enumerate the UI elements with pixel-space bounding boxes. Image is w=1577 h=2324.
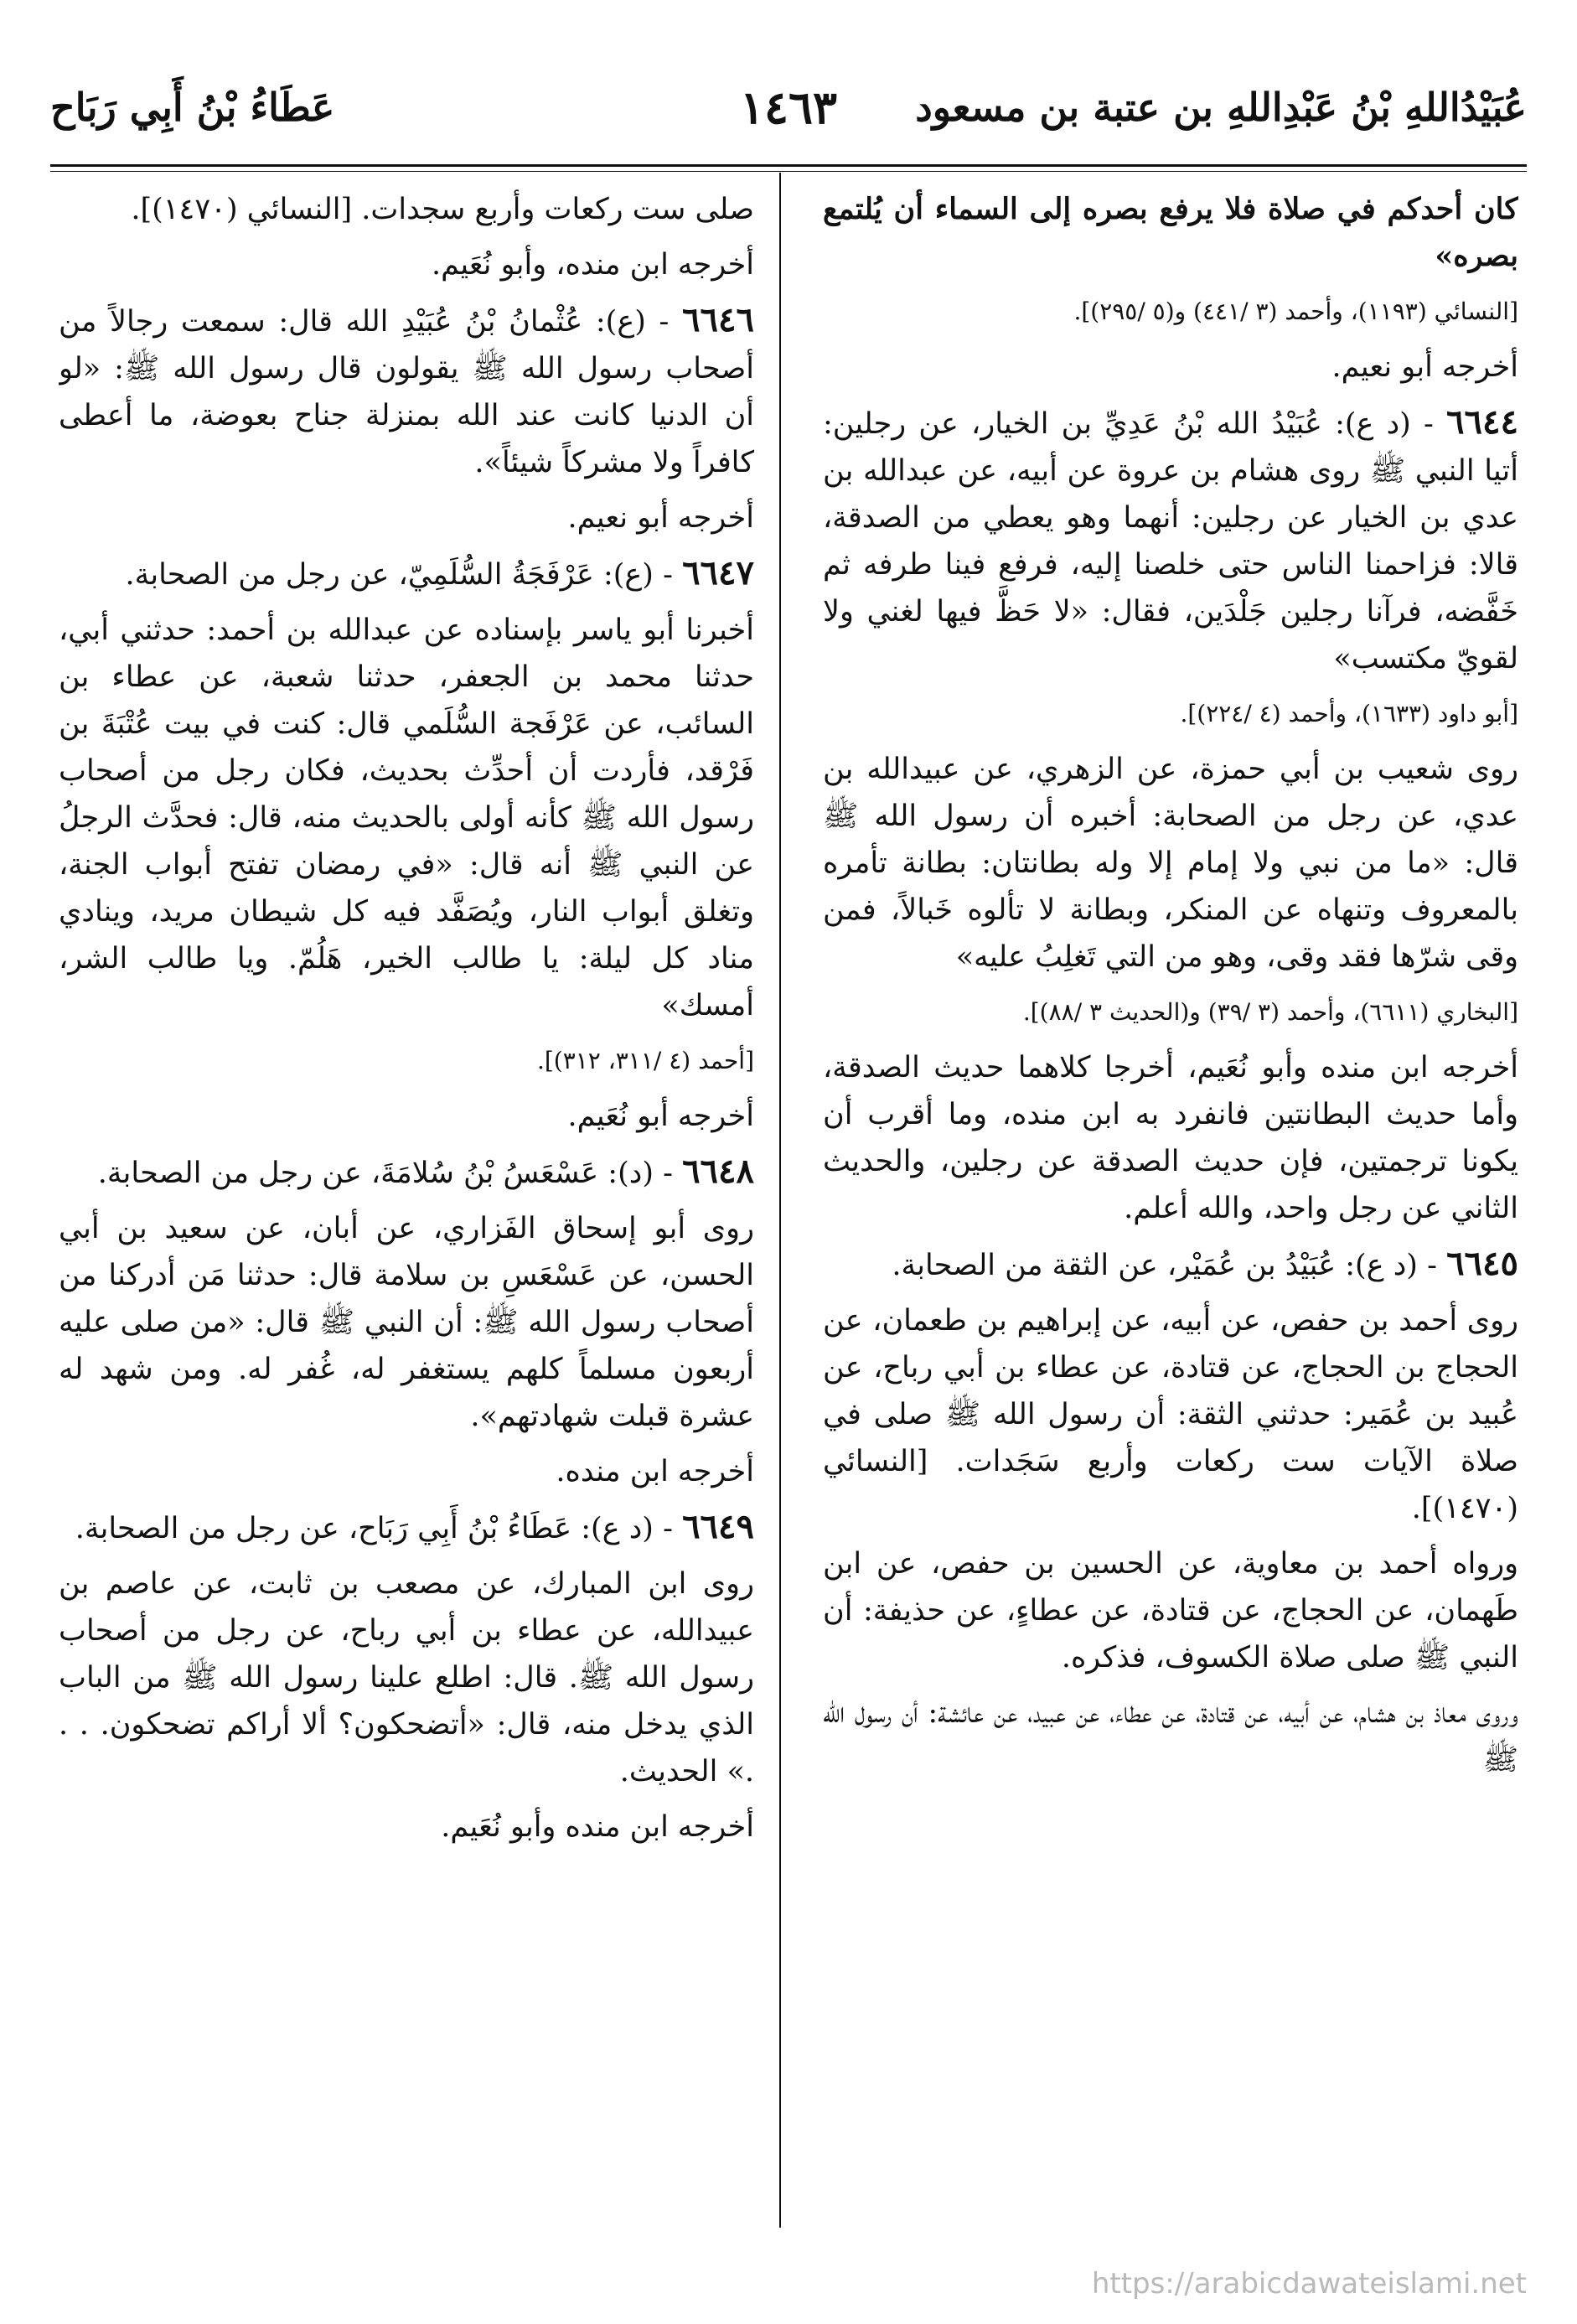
text-paragraph: أخبرنا أبو ياسر بإسناده عن عبدالله بن أحمد: حدثني أبي، حدثنا محمد بن الجعفر، حدثنا شعبة، عن عطاء بن السائب، عن عَرْفَجة السُّلَمي قال: كنت في بيت عُتْبَةَ بن فَرْقد، فأردت أن أحدِّث بحديث، فكان رجل من أصحاب رسول الله ﷺ كأنه أولى بالحديث منه، قال: فحدَّث الرجلُ عن النبي ﷺ أنه قال: «في رمضان تفتح أبواب الجنة، وتغلق أبواب النار، ويُصَفَّد فيه كل شيطان مريد، وينادي مناد كل ليلة: يا طالب الخير، هَلُمّ. ويا طالب الشر، أمسك» <box>59 613 754 1022</box>
text-paragraph: [أحمد (٤ /٣١١، ٣١٢)]. <box>536 1047 754 1074</box>
text-paragraph: أخرجه أبو نعيم. <box>1331 350 1518 384</box>
page-number: ١٤٦٣ <box>739 80 838 134</box>
text-paragraph: [البخاري (٦٦١١)، وأحمد (٣ /٣٩) و(الحديث ٣ /٨٨)]. <box>1022 998 1518 1026</box>
text-paragraph: روى أبو إسحاق الفَزاري، عن أبان، عن سعيد بن أبي الحسن، عن عَسْعَسِ بن سلامة قال: حدثنا مَن أدركنا من أصحاب رسول الله ﷺ: أن النبي ﷺ قال: «من صلى عليه أربعون مسلماً كلهم يستغفر له، غُفر له. ومن شهد له عشرة قبلت شهادتهم». <box>59 1212 754 1433</box>
header-rule-thin <box>50 171 1527 172</box>
text-paragraph: كان أحدكم في صلاة فلا يرفع بصره إلى السماء أن يُلتمع بصره» <box>823 192 1518 273</box>
entry-text: - (د ع): عَطَاءُ بْنُ أَبِي رَبَاح، عن رجل من الصحابة. <box>75 1512 673 1545</box>
entry-text: - (د ع): عُبَيْدُ بن عُمَيْر، عن الثقة من الصحابة. <box>892 1249 1437 1282</box>
text-paragraph: أخرجه أبو نعيم. <box>567 501 754 535</box>
text-paragraph: وروى معاذ بن هشام، عن أبيه، عن قتادة، عن عطاء، عن عبيد، عن عائشة: أن رسول الله ﷺ <box>823 1696 1518 1777</box>
text-paragraph: أخرجه ابن منده وأبو نُعَيم. <box>441 1810 754 1844</box>
text-paragraph: روى شعيب بن أبي حمزة، عن الزهري، عن عبيدالله بن عدي، عن رجل من الصحابة: أخبره أن رسول الله ﷺ قال: «ما من نبي ولا إمام إلا وله بطانتان: بطانة تأمره بالمعروف وتنهاه عن المنكر، وبطانة لا تألوه خَبالاً، فمن وقى شرّها فقد وقى، وهو من التي تَغلِبُ عليه» <box>823 753 1518 974</box>
header-left-title: عَطَاءُ بْنُ أَبِي رَبَاح <box>50 85 335 130</box>
right-column <box>823 186 1518 2223</box>
entry-paragraph <box>59 1148 754 1197</box>
entry-text: - (ع): عَرْفَجَةُ السُّلَمِيّ، عن رجل من الصحابة. <box>125 558 673 592</box>
entry-paragraph <box>823 1240 1518 1289</box>
text-paragraph: [أبو داود (١٦٣٣)، وأحمد (٤ /٢٢٤)]. <box>1180 700 1518 727</box>
text-paragraph: أخرجه ابن منده. <box>556 1455 754 1488</box>
text-paragraph: روى ابن المبارك، عن مصعب بن ثابت، عن عاصم بن عبيدالله، عن عطاء بن أبي رباح، عن رجل من أصحاب رسول الله ﷺ. قال: اطلع علينا رسول الله ﷺ من الباب الذي يدخل منه، قال: «أتضحكون؟ ألا أراكم تضحكون. . . .» الحديث. <box>59 1567 754 1788</box>
column-divider <box>779 173 781 2228</box>
entry-paragraph <box>59 1504 754 1552</box>
entry-paragraph <box>59 297 754 486</box>
text-paragraph: أخرجه أبو نُعَيم. <box>567 1100 754 1133</box>
entry-number: ٦٦٤٦ <box>682 300 754 339</box>
watermark-url: https://arabicdawateislami.net <box>1091 2267 1527 2301</box>
text-paragraph: أخرجه ابن منده وأبو نُعَيم، أخرجا كلاهما حديث الصدقة، وأما حديث البطانتين فانفرد به ابن منده، وما أقرب أن يكونا ترجمتين، فإن حديث الصدقة عن رجلين، والحديث الثاني عن رجل واحد، والله أعلم. <box>823 1051 1518 1225</box>
text-paragraph: [النسائي (١١٩٣)، وأحمد (٣ /٤٤١) و(٥ /٢٩٥)]. <box>1073 298 1518 325</box>
page-header <box>50 65 1527 149</box>
text-paragraph: أخرجه ابن منده، وأبو نُعَيم. <box>431 248 754 282</box>
left-column <box>59 186 754 2223</box>
text-paragraph: روى أحمد بن حفص، عن أبيه، عن إبراهيم بن طعمان، عن الحجاج بن الحجاج، عن قتادة، عن عطاء بن أبي رباح، عن عُبيد بن عُمَير: حدثني الثقة: أن رسول الله ﷺ صلى في صلاة الآيات ست ركعات وأربع سَجَدات. [النسائي (١٤٧٠)]. <box>823 1304 1518 1525</box>
header-right-title: عُبَيْدُاللهِ بْنُ عَبْدِاللهِ بن عتبة بن مسعود <box>915 85 1527 130</box>
entry-text: - (د ع): عُبَيْدُ الله بْنُ عَدِيِّ بن الخيار، عن رجلين: أتيا النبي ﷺ روى هشام بن عروة عن أبيه، عن عبدالله بن عدي بن الخيار عن رجلين: أنهما وهو يعطي من الصدقة، قالا: فزاحمنا الناس حتى خلصنا إليه، فرفع فينا طرفه ثم خَفَّضه، فرآنا رجلين جَلْدَين، فقال: «لا حَظَّ فيها لغني ولا لقويّ مكتسب» <box>823 407 1518 675</box>
text-paragraph: ورواه أحمد بن معاوية، عن الحسين بن حفص، عن ابن طَهمان، عن الحجاج، عن قتادة، عن عطاءٍ، عن حذيفة: أن النبي ﷺ صلى صلاة الكسوف، فذكره. <box>823 1547 1518 1674</box>
entry-number: ٦٦٤٧ <box>682 553 754 593</box>
entry-text: - (ع): عُثْمانُ بْنُ عُبَيْدِ الله قال: سمعت رجالاً من أصحاب رسول الله ﷺ يقولون قال رسول الله ﷺ: «لو أن الدنيا كانت عند الله بمنزلة جناح بعوضة، ما أعطى كافراً ولا مشركاً شيئاً». <box>59 305 754 479</box>
entry-paragraph <box>59 550 754 598</box>
entry-number: ٦٦٤٤ <box>1446 402 1518 442</box>
entry-number: ٦٦٤٥ <box>1446 1244 1518 1283</box>
entry-number: ٦٦٤٩ <box>682 1507 754 1546</box>
entry-number: ٦٦٤٨ <box>682 1152 754 1191</box>
text-paragraph: صلى ست ركعات وأربع سجدات. [النسائي (١٤٧٠)]. <box>131 193 754 226</box>
entry-paragraph <box>823 399 1518 682</box>
entry-text: - (د): عَسْعَسُ بْنُ سُلامَةَ، عن رجل من الصحابة. <box>97 1157 673 1190</box>
header-rule <box>50 164 1527 167</box>
